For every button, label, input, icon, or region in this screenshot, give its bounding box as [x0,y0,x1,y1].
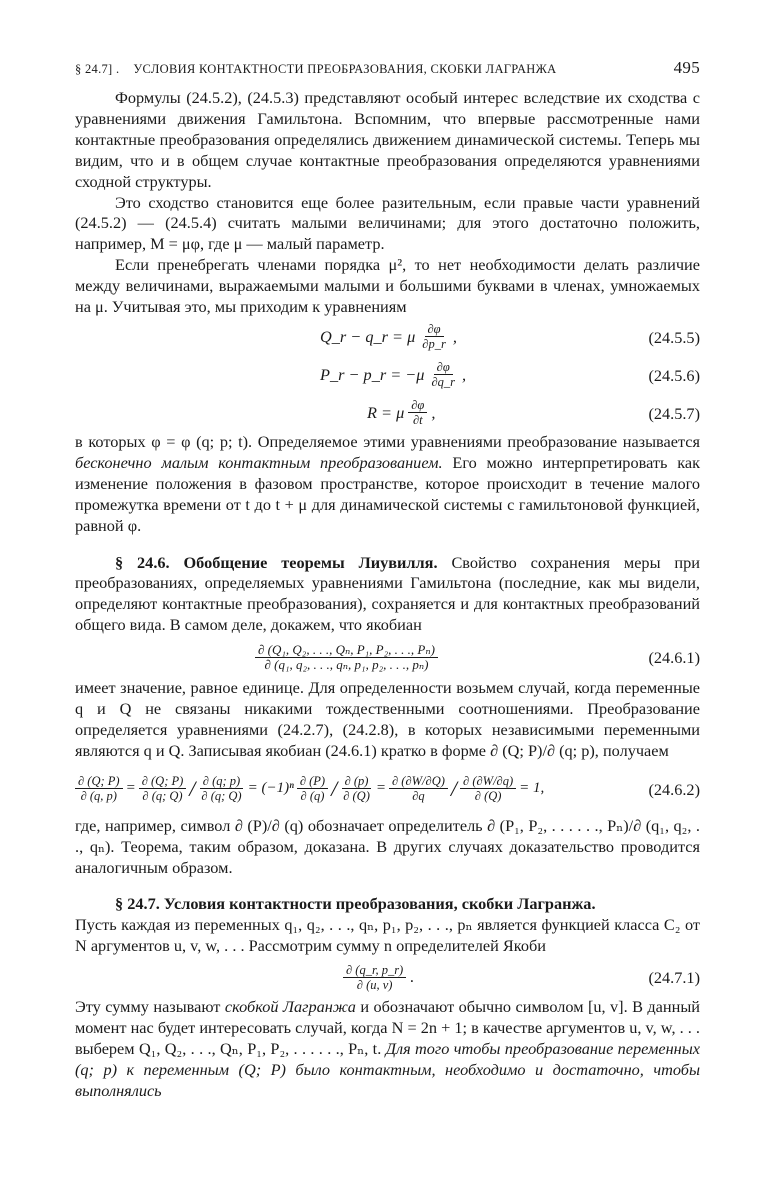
eq-numerator: ∂ (Q; P) [139,774,187,789]
equation-number: (24.6.1) [648,648,700,668]
eq-denominator: ∂ (q₁, q₂, . . ., qₙ, p₁, p₂, . . ., pₙ) [264,656,429,672]
equation-24-5-7 [75,394,700,432]
eq-fraction [419,322,449,351]
jacobian-fraction [255,643,438,672]
eq-denominator: ∂t [412,413,423,428]
section-24-7-text: Пусть каждая из переменных q₁, q₂, . . ., qₙ, p₁, p₂, . . ., pₙ является функцией класса C₂ от N аргументов u, v, w, . . . Рассмотрим сумму n определителей Якоби [75,915,700,956]
eq-tail: , [462,364,467,384]
eq-denominator: ∂q [412,789,425,804]
book-page [75,58,700,1102]
eq-fraction [75,774,123,803]
eq-denominator: ∂ (q, p) [80,789,117,804]
eq-numerator: ∂φ [434,360,453,375]
eq-operator: / [331,775,338,801]
paragraph-6: имеет значение, равное единице. Для определенности возьмем случай, когда переменные q и Q не связаны никакими тождественными соотношениями. Преобразование определяется уравнениями (24.2.7), (24.2.8), в которых независимыми переменными являются q и Q. Записывая якобиан (24.6.1) кратко в форме ∂ (Q; P)/∂ (q; p), получаем [75,678,700,760]
eq-numerator: ∂ (∂W/∂q) [460,774,516,789]
equation-24-7-1 [75,957,700,997]
equation-number: (24.5.6) [648,365,700,385]
eq-operator: = [125,780,136,797]
eq-tail: , [431,402,436,422]
eq-operator: / [450,775,458,801]
eq-numerator: ∂ (q_r, p_r) [343,963,406,978]
eq-lhs: Q_r − q_r = μ [320,326,416,346]
eq-fraction [343,963,406,992]
eq-tail: , [452,326,457,346]
eq-numerator: ∂ (Q; P) [75,774,123,789]
paragraph-9-middle: и обозначают обычно символом [u, v]. В данный момент нас будет интересовать случай, когда N = 2n + 1; в качестве аргументов u, v, w, . . . выберем Q₁, Q₂, . . ., Qₙ, P₁, P₂, . . . . . ., Pₙ, t. [75,997,700,1058]
paragraph-1: Формулы (24.5.2), (24.5.3) представляют особый интерес вследствие их сходства с уравнениями движения Гамильтона. Вспомним, что впервые рассмотренные нами контактные преобразования определялись движением динамической системы. Теперь мы видим, что и в общем случае контактные преобразования определяются уравнениями сходной структуры. [75,88,700,191]
eq-numerator: ∂φ [408,398,427,413]
theorem-statement: Для того чтобы преобразование переменных (q; p) к переменным (Q; P) было контактным, необходимо и достаточно, чтобы выполнялись [75,1039,700,1100]
eq-fraction [428,360,458,389]
running-head-title: УСЛОВИЯ КОНТАКТНОСТИ ПРЕОБРАЗОВАНИЯ, СКОБКИ ЛАГРАНЖА [133,62,557,76]
eq-lhs: P_r − p_r = −μ [320,364,425,384]
paragraph-3: Если пренебрегать членами порядка μ², то нет необходимости делать различие между величинами, выражаемыми малыми и большими буквами в членах, умножаемых на μ. Учитывая это, мы приходим к уравнениям [75,255,700,317]
equation-number: (24.6.2) [648,779,700,799]
equation-number: (24.5.5) [648,327,700,347]
eq-fraction [389,774,448,803]
eq-denominator: ∂ (u, v) [356,977,393,992]
running-head [75,58,700,88]
eq-numerator: ∂φ [425,322,444,337]
page-number: 495 [673,58,700,77]
running-head-section: § 24.7] . [75,62,120,76]
section-24-7-heading: § 24.7. Условия контактности преобразования, скобки Лагранжа. [115,894,596,914]
eq-rhs: = 1, [519,780,545,797]
eq-denominator: ∂ (Q) [343,789,370,804]
equation-24-5-6 [75,356,700,394]
eq-tail: . [410,967,415,987]
paragraph-4-start: в которых φ = φ (q; p; t). Определяемое этими уравнениями преобразование называется [75,431,700,451]
eq-denominator: ∂q_r [431,375,455,390]
term-lagrange-bracket: скобкой Лагранжа [224,997,356,1017]
equation-number: (24.5.7) [648,403,700,423]
eq-denominator: ∂ (Q) [474,789,502,804]
eq-operator: / [189,775,196,801]
equation-24-5-5 [75,318,700,356]
eq-power: = (−1)ⁿ [247,780,294,797]
paragraph-9 [75,997,700,1102]
eq-fraction [460,774,516,803]
eq-lhs: R = μ [367,402,405,422]
eq-numerator: ∂ (P) [297,774,328,789]
equation-24-6-1 [75,636,700,678]
paragraph-2: Это сходство становится еще более разительным, если правые части уравнений (24.5.2) — (24.5.4) считать малыми величинами; для этого достаточно положить, например, M = μφ, где μ — малый параметр. [75,192,700,254]
section-24-6-title: § 24.6. Обобщение теоремы Лиувилля. [115,552,438,572]
equation-number: (24.7.1) [648,968,700,988]
equation-24-6-2 [75,762,700,816]
eq-denominator: ∂ (q; Q) [201,789,242,804]
eq-numerator: ∂ (Q₁, Q₂, . . ., Qₙ, P₁, P₂, . . ., Pₙ) [255,643,438,658]
paragraph-4-end: Его можно интерпретировать как изменение положения в фазовом пространстве, которое происходит в течение малого промежутка времени от t до t + μ для динамической системы с гамильтоновой функцией, равной φ. [75,452,701,535]
section-24-7-title [75,894,700,915]
eq-numerator: ∂ (∂W/∂Q) [389,774,448,789]
eq-fraction [198,774,244,803]
term-infinitesimal-contact-transformation: бесконечно малым контактным преобразованием. [75,452,443,472]
eq-fraction [408,398,427,427]
eq-numerator: ∂ (q; p) [200,774,243,789]
paragraph-7: где, например, символ ∂ (P)/∂ (q) обозначает определитель ∂ (P₁, P₂, . . . . . ., Pₙ)/∂ (q₁, q₂, . ., qₙ). Теорема, таким образом, доказана. В других случаях доказательство проводится аналогичным образом. [75,815,700,877]
paragraph-9-start: Эту сумму называют [75,997,225,1017]
paragraph-4 [75,432,700,537]
eq-denominator: ∂ (q; Q) [142,789,183,804]
eq-fraction [297,774,328,803]
eq-numerator: ∂ (p) [342,774,372,789]
eq-fraction [139,774,187,803]
section-24-6-text: Свойство сохранения меры при преобразованиях, определяемых уравнениями Гамильтона (последние, как мы видели, определяют контактные преобразования), сохраняется и для контактных преобразований общего вида. В самом деле, докажем, что якобиан [75,552,700,635]
eq-denominator: ∂p_r [422,337,446,352]
eq-fraction [340,774,373,803]
section-24-6 [75,553,700,637]
eq-denominator: ∂ (q) [300,789,325,804]
eq-operator: = [375,780,386,797]
